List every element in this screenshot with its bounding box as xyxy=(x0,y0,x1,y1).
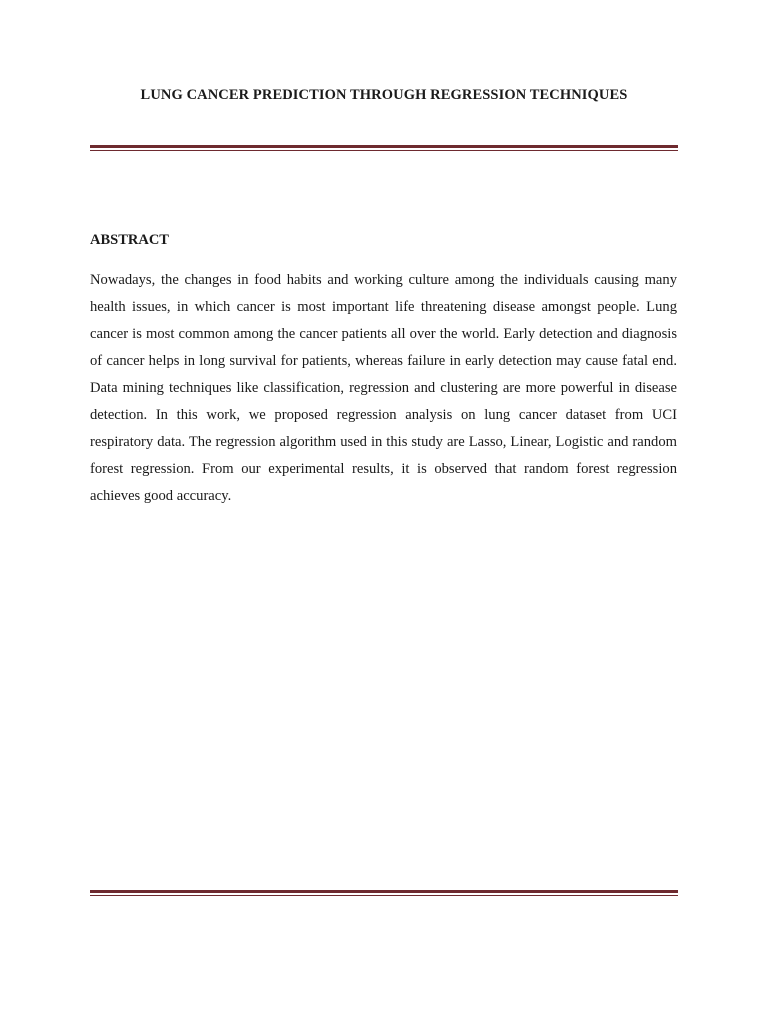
document-title: LUNG CANCER PREDICTION THROUGH REGRESSION TECHNIQUES xyxy=(140,87,628,103)
header-divider-thin-line xyxy=(90,150,678,151)
abstract-paragraph: Nowadays, the changes in food habits and working culture among the individuals causing many health issues, in which cancer is most important life threatening disease amongst people. Lung cancer is most common among the cancer patients all over the world. Early detection and diagnosis of cancer helps in long survival for patients, whereas failure in early detection may cause fatal end. Data mining techniques like classification, regression and clustering are more powerful in disease detection. In this work, we proposed regression analysis on lung cancer dataset from UCI respiratory data. The regression algorithm used in this study are Lasso, Linear, Logistic and random forest regression. From our experimental results, it is observed that random forest regression achieves good accuracy. xyxy=(90,272,677,504)
footer-divider xyxy=(90,890,678,896)
header-divider xyxy=(90,145,678,151)
abstract-heading: ABSTRACT xyxy=(90,232,169,248)
footer-divider-thin-line xyxy=(90,895,678,896)
